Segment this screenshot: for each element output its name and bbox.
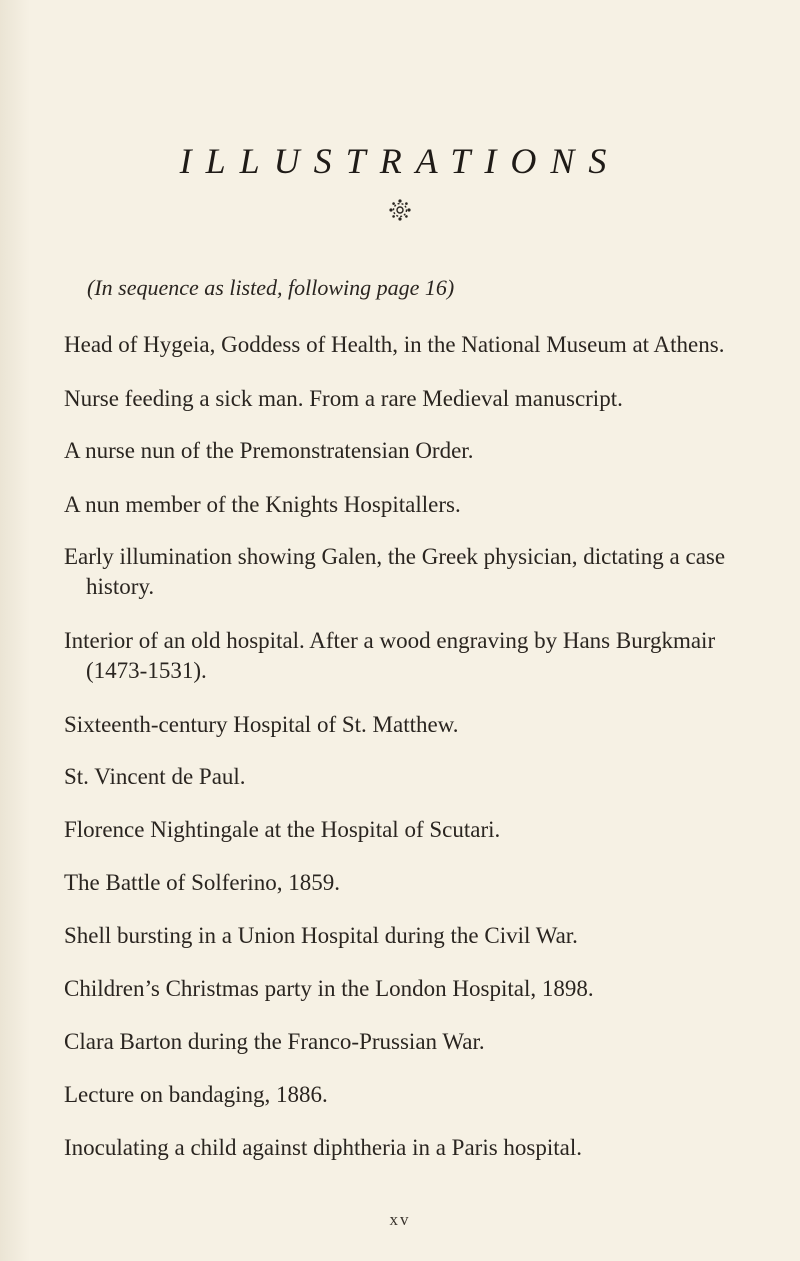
- list-item: The Battle of Solferino, 1859.: [64, 870, 340, 895]
- page-title: ILLUSTRATIONS: [179, 141, 621, 181]
- list-item: Sixteenth-century Hospital of St. Matthew.: [64, 712, 459, 737]
- list-item: St. Vincent de Paul.: [64, 764, 246, 789]
- list-item: Interior of an old hospital. After a wood engraving by Hans Burgkmair (1473-1531).: [64, 628, 716, 683]
- list-item: Florence Nightingale at the Hospital of Scutari.: [64, 817, 501, 842]
- list-item: Children’s Christmas party in the London Hospital, 1898.: [64, 976, 594, 1001]
- flower-ornament-icon: [388, 198, 412, 222]
- list-item: Inoculating a child against diphtheria in a Paris hospital.: [64, 1135, 583, 1160]
- list-item: Lecture on bandaging, 1886.: [64, 1082, 328, 1107]
- list-item: Nurse feeding a sick man. From a rare Medieval manuscript.: [64, 386, 623, 411]
- list-item: A nun member of the Knights Hospitallers.: [64, 492, 461, 517]
- list-item: Shell bursting in a Union Hospital during the Civil War.: [64, 923, 578, 948]
- page-number: xv: [389, 1210, 411, 1229]
- list-item: Early illumination showing Galen, the Greek physician, dictating a case history.: [64, 544, 726, 599]
- list-item: Head of Hygeia, Goddess of Health, in the National Museum at Athens.: [64, 332, 725, 357]
- list-item: Clara Barton during the Franco-Prussian War.: [64, 1029, 485, 1054]
- sequence-note: (In sequence as listed, following page 16): [87, 275, 455, 300]
- list-item: A nurse nun of the Premonstratensian Order.: [64, 438, 474, 463]
